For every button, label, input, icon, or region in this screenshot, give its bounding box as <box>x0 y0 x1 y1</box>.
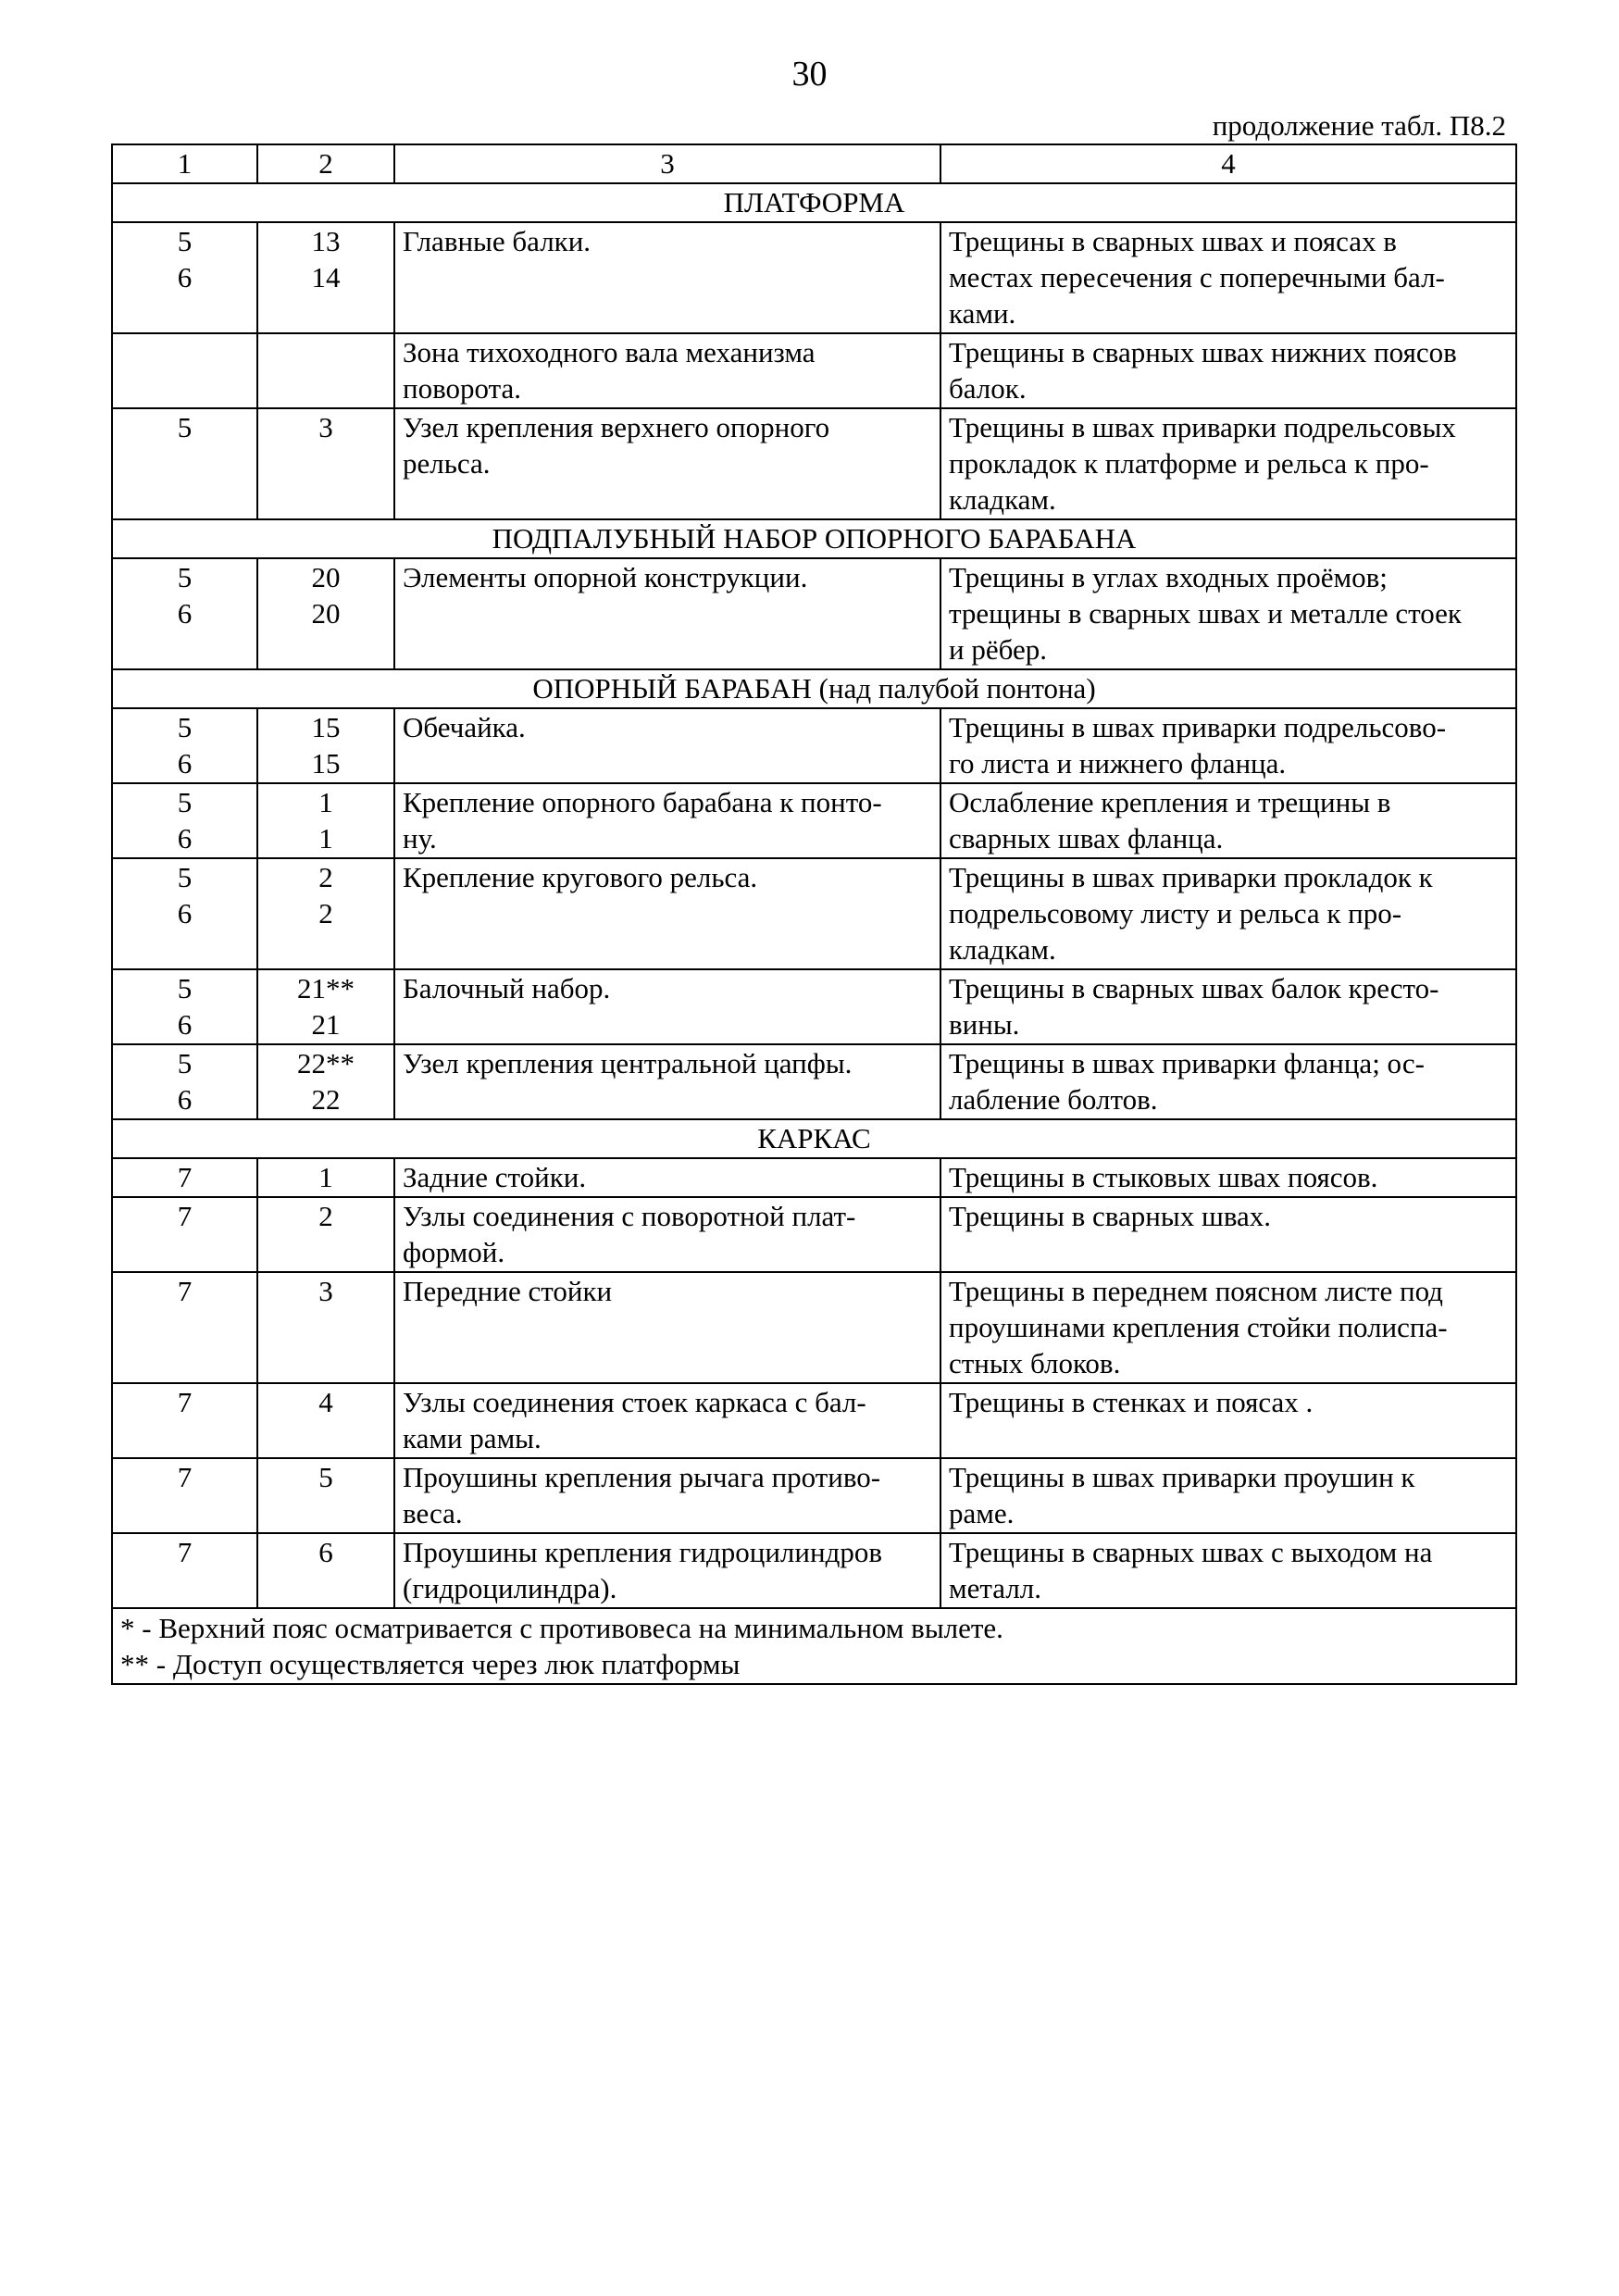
cell-col-2: 5 <box>257 1458 394 1533</box>
cell-col-1: 5 6 <box>112 558 257 669</box>
cell-col-2 <box>257 333 394 408</box>
cell-col-4: Ослабление крепления и трещины в сварных швах фланца. <box>940 783 1516 858</box>
cell-col-4: Трещины в переднем поясном листе под проушинами крепления стойки полиспа- стных блоков. <box>940 1272 1516 1383</box>
cell-col-3: Крепление кругового рельса. <box>394 858 940 969</box>
table-row <box>112 1272 1516 1383</box>
header-cell-4: 4 <box>940 144 1516 183</box>
table-row <box>112 408 1516 519</box>
cell-col-2: 3 <box>257 408 394 519</box>
cell-col-2: 22** 22 <box>257 1044 394 1119</box>
cell-col-1: 5 6 <box>112 969 257 1044</box>
cell-col-2: 1 <box>257 1158 394 1197</box>
table-row <box>112 969 1516 1044</box>
footnotes-row <box>112 1608 1516 1684</box>
section-title: ПОДПАЛУБНЫЙ НАБОР ОПОРНОГО БАРАБАНА <box>112 519 1516 558</box>
cell-col-4: Трещины в швах приварки прокладок к подрельсовому листу и рельса к про- кладкам. <box>940 858 1516 969</box>
cell-col-3: Проушины крепления гидроцилиндров (гидроцилиндра). <box>394 1533 940 1608</box>
cell-col-4: Трещины в сварных швах с выходом на металл. <box>940 1533 1516 1608</box>
table-continuation-label: продолжение табл. П8.2 <box>1212 109 1506 142</box>
cell-col-3: Задние стойки. <box>394 1158 940 1197</box>
cell-col-2: 21** 21 <box>257 969 394 1044</box>
section-row <box>112 1119 1516 1158</box>
cell-col-3: Узлы соединения с поворотной плат- формой. <box>394 1197 940 1272</box>
cell-col-1: 7 <box>112 1533 257 1608</box>
cell-col-3: Элементы опорной конструкции. <box>394 558 940 669</box>
cell-col-2: 3 <box>257 1272 394 1383</box>
cell-col-4: Трещины в швах приварки подрельсово- го листа и нижнего фланца. <box>940 708 1516 783</box>
table-row <box>112 858 1516 969</box>
cell-col-3: Узлы соединения стоек каркаса с бал- ками рамы. <box>394 1383 940 1458</box>
footnote: ** - Доступ осуществляется через люк платформы <box>120 1648 741 1680</box>
table-row <box>112 708 1516 783</box>
table-row <box>112 1197 1516 1272</box>
cell-col-3: Главные балки. <box>394 222 940 333</box>
cell-col-3: Зона тихоходного вала механизма поворота. <box>394 333 940 408</box>
cell-col-4: Трещины в стыковых швах поясов. <box>940 1158 1516 1197</box>
table-row <box>112 1158 1516 1197</box>
header-row <box>112 144 1516 183</box>
cell-col-1 <box>112 333 257 408</box>
cell-col-3: Проушины крепления рычага противо- веса. <box>394 1458 940 1533</box>
cell-col-1: 5 6 <box>112 222 257 333</box>
section-title: КАРКАС <box>112 1119 1516 1158</box>
table-row <box>112 1458 1516 1533</box>
cell-col-2: 2 2 <box>257 858 394 969</box>
table-row <box>112 783 1516 858</box>
cell-col-1: 7 <box>112 1458 257 1533</box>
section-title: ОПОРНЫЙ БАРАБАН (над палубой понтона) <box>112 669 1516 708</box>
cell-col-4: Трещины в швах приварки фланца; ос- лабление болтов. <box>940 1044 1516 1119</box>
cell-col-4: Трещины в сварных швах. <box>940 1197 1516 1272</box>
footnotes-cell <box>112 1608 1516 1684</box>
cell-col-2: 20 20 <box>257 558 394 669</box>
header-cell-1: 1 <box>112 144 257 183</box>
cell-col-3: Балочный набор. <box>394 969 940 1044</box>
footnote: * - Верхний пояс осматривается с противовеса на минимальном вылете. <box>120 1612 1003 1644</box>
cell-col-1: 5 6 <box>112 783 257 858</box>
cell-col-4: Трещины в сварных швах нижних поясов балок. <box>940 333 1516 408</box>
section-title: ПЛАТФОРМА <box>112 183 1516 222</box>
section-row <box>112 669 1516 708</box>
inspection-table <box>111 144 1517 1685</box>
header-cell-3: 3 <box>394 144 940 183</box>
section-row <box>112 519 1516 558</box>
cell-col-3: Узел крепления центральной цапфы. <box>394 1044 940 1119</box>
cell-col-2: 13 14 <box>257 222 394 333</box>
table-row <box>112 1383 1516 1458</box>
table-row <box>112 222 1516 333</box>
cell-col-4: Трещины в швах приварки проушин к раме. <box>940 1458 1516 1533</box>
cell-col-2: 1 1 <box>257 783 394 858</box>
cell-col-2: 15 15 <box>257 708 394 783</box>
cell-col-4: Трещины в сварных швах балок кресто- вины. <box>940 969 1516 1044</box>
cell-col-4: Трещины в углах входных проёмов; трещины в сварных швах и металле стоек и рёбер. <box>940 558 1516 669</box>
header-cell-2: 2 <box>257 144 394 183</box>
cell-col-1: 5 6 <box>112 708 257 783</box>
table-row <box>112 1044 1516 1119</box>
cell-col-4: Трещины в сварных швах и поясах в местах пересечения с поперечными бал- ками. <box>940 222 1516 333</box>
cell-col-1: 5 6 <box>112 858 257 969</box>
cell-col-3: Обечайка. <box>394 708 940 783</box>
table-row <box>112 1533 1516 1608</box>
cell-col-1: 7 <box>112 1383 257 1458</box>
section-row <box>112 183 1516 222</box>
page-number: 30 <box>791 55 828 94</box>
cell-col-3: Крепление опорного барабана к понто- ну. <box>394 783 940 858</box>
cell-col-2: 2 <box>257 1197 394 1272</box>
cell-col-4: Трещины в швах приварки подрельсовых прокладок к платформе и рельса к про- кладкам. <box>940 408 1516 519</box>
cell-col-1: 7 <box>112 1158 257 1197</box>
cell-col-1: 7 <box>112 1272 257 1383</box>
cell-col-1: 5 <box>112 408 257 519</box>
cell-col-3: Передние стойки <box>394 1272 940 1383</box>
table-row <box>112 558 1516 669</box>
table-row <box>112 333 1516 408</box>
cell-col-2: 6 <box>257 1533 394 1608</box>
cell-col-4: Трещины в стенках и поясах . <box>940 1383 1516 1458</box>
cell-col-1: 5 6 <box>112 1044 257 1119</box>
cell-col-2: 4 <box>257 1383 394 1458</box>
cell-col-3: Узел крепления верхнего опорного рельса. <box>394 408 940 519</box>
cell-col-1: 7 <box>112 1197 257 1272</box>
